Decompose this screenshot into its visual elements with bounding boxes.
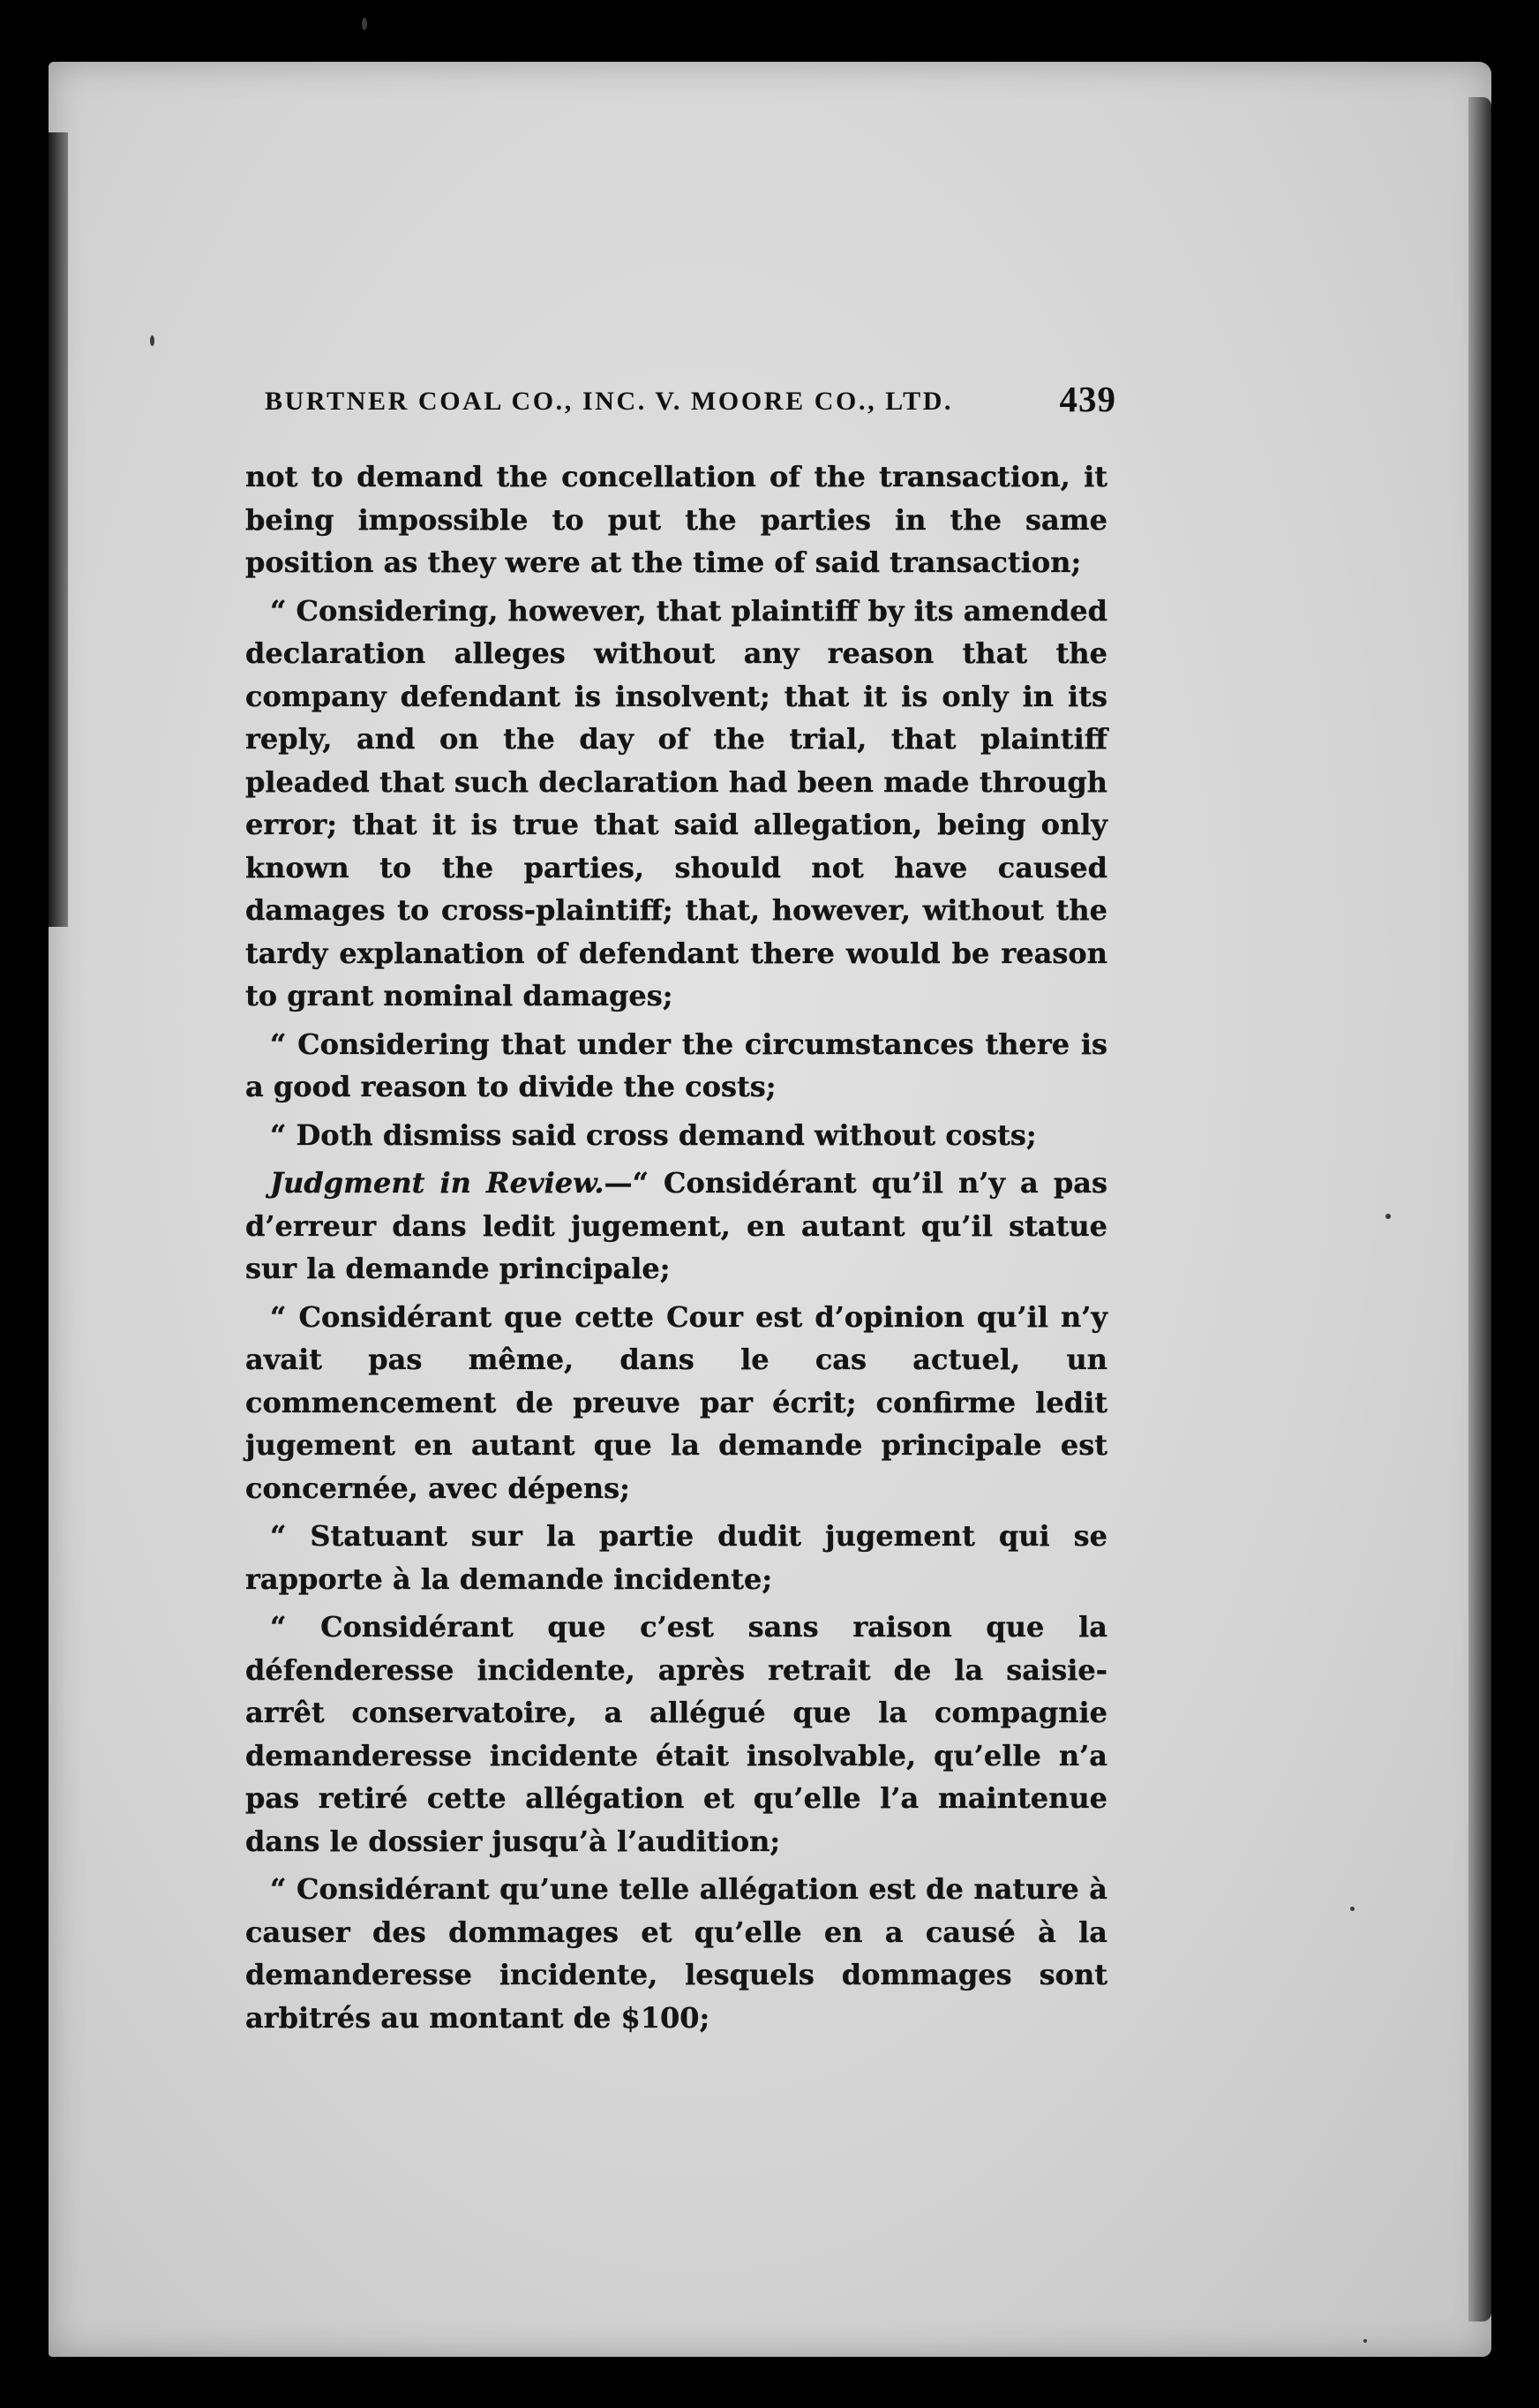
paragraph-lead: Judgment in Review.	[270, 1166, 604, 1200]
torn-left-edge	[49, 132, 68, 927]
paragraph: “ Considérant qu’une telle allégation est de nature à causer des dommages et qu’elle en a causé à la demanderesse incidente, lesquels dommages sont arbitrés au montant de $100;	[245, 1872, 1107, 2035]
paragraph: “ Considérant que cette Cour est d’opinion qu’il n’y avait pas même, dans le cas actuel, un commencement de preuve par écrit; confirme ledit jugement en autant que la demande principale est concernée, avec dépens;	[245, 1299, 1107, 1505]
dust-speck	[150, 335, 154, 346]
dust-speck	[1385, 1214, 1391, 1219]
body-text	[245, 455, 1107, 2039]
paragraph: Judgment in Review.—“ Considérant qu’il n’y a pas d’erreur dans ledit jugement, en autant qu’il statue sur la demande principale;	[245, 1166, 1108, 1285]
dust-speck	[362, 18, 367, 30]
page-header	[265, 378, 1116, 431]
dust-speck	[1350, 1907, 1355, 1911]
paragraph: “ Considering that under the circumstances there is a good reason to divide the costs;	[245, 1027, 1107, 1103]
page-number: 439	[1059, 379, 1116, 419]
paragraph: “ Considering, however, that plaintiff by its amended declaration alleges without any reason that the company defendant is insolvent; that it is only in its reply, and on the day of the trial, that plaintiff pleaded that such declaration had been made through error; that it is true that said allegation, being only known to the parties, should not have caused damages to cross-plaintiff; that, however, without the tardy explanation of defendant there would be reason to grant nominal damages;	[245, 593, 1108, 1012]
paragraph: not to demand the concellation of the transaction, it being impossible to put the parties in the same position as they were at the time of said transaction;	[245, 460, 1107, 579]
paragraph: “ Considérant que c’est sans raison que la défenderesse incidente, après retrait de la saisie-arrêt conservatoire, a allégué que la compagnie demanderesse incidente était insolvable, qu’elle n’a pas retiré cette allégation et qu’elle l’a maintenue dans le dossier jusqu’à l’audition;	[245, 1610, 1107, 1858]
dust-speck	[1363, 2339, 1367, 2343]
paragraph: “ Statuant sur la partie dudit jugement qui se rapporte à la demande incidente;	[245, 1519, 1107, 1596]
running-head: BURTNER COAL CO., INC. V. MOORE CO., LTD.	[265, 387, 954, 416]
page-right-edge	[1468, 97, 1491, 2321]
paragraph: “ Doth dismiss said cross demand without costs;	[270, 1117, 1037, 1152]
